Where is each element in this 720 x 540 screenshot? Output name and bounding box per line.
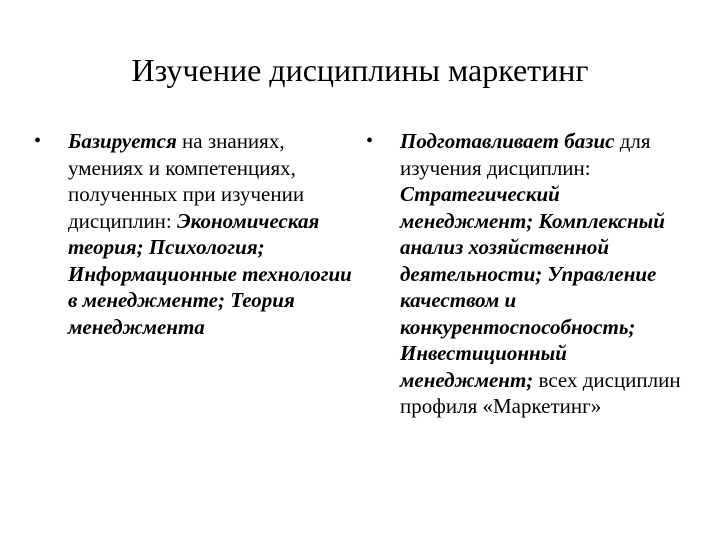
left-lead-emphasis: Базируется: [68, 129, 177, 153]
slide-title: Изучение дисциплины маркетинг: [131, 52, 589, 88]
right-bullet-text: [400, 128, 686, 420]
left-bullet-text: [68, 128, 354, 340]
bullet-marker: •: [366, 130, 374, 152]
right-column: [366, 128, 686, 420]
right-tail-text: всех дисциплин профиля «Маркетинг»: [400, 367, 681, 418]
left-bullet-item: [34, 128, 354, 340]
bullet-marker: •: [34, 130, 42, 152]
right-subjects: Стратегический менеджмент; Комплексный анализ хозяйственной деятельности; Управление качеством и конкурентоспособность; Инвестиционный менеджмент;: [400, 182, 665, 392]
right-bullet-item: [366, 128, 686, 420]
left-subjects: Экономическая теория; Психология; Информационные технологии в менеджменте; Теория менеджмента: [68, 208, 352, 339]
right-lead-emphasis: Подготавливает базис: [400, 129, 615, 153]
left-column: [34, 128, 354, 340]
right-lead-text: для изучения дисциплин:: [400, 129, 651, 180]
left-lead-text: на знаниях, умениях и компетенциях, полученных при изучении дисциплин:: [68, 129, 305, 233]
